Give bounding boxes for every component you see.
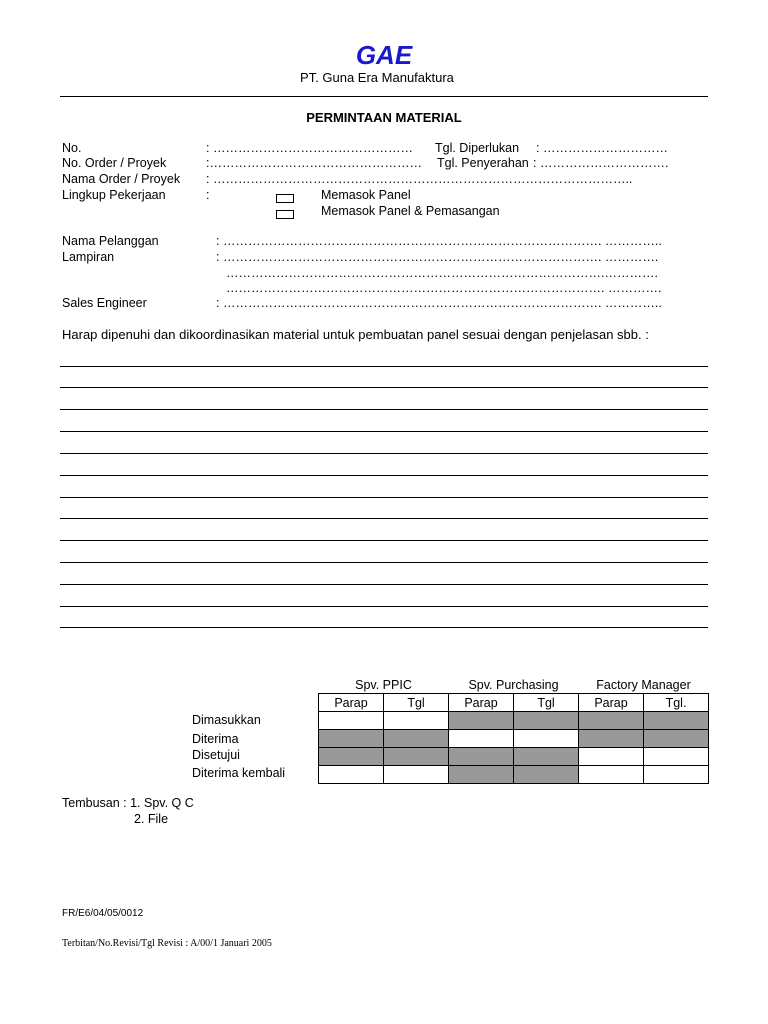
group-factory-manager: Factory Manager <box>596 677 691 692</box>
label-lingkup: Lingkup Pekerjaan <box>62 188 166 202</box>
sign-cell[interactable] <box>384 766 449 784</box>
subheader-tgl: Tgl <box>514 694 579 712</box>
tembusan-label: Tembusan : 1. Spv. Q C <box>62 796 194 810</box>
value-lampiran-line2[interactable]: ……………………………………………………………………………….…………. <box>226 266 658 280</box>
writing-line[interactable] <box>60 627 708 628</box>
subheader-parap: Parap <box>579 694 644 712</box>
shaded-cell <box>449 766 514 784</box>
label-no: No. <box>62 141 82 155</box>
revision-info: Terbitan/No.Revisi/Tgl Revisi : A/00/1 Januari 2005 <box>62 938 272 949</box>
value-tgl-diperlukan[interactable]: : ………………………… <box>536 141 668 155</box>
shaded-cell <box>319 748 384 766</box>
form-title: PERMINTAAN MATERIAL <box>306 110 462 125</box>
sign-cell[interactable] <box>319 766 384 784</box>
shaded-cell <box>384 748 449 766</box>
row-label-diterima-kembali: Diterima kembali <box>192 766 286 780</box>
shaded-cell <box>514 712 579 730</box>
value-lingkup: : <box>206 188 210 202</box>
label-tgl-diperlukan: Tgl. Diperlukan <box>435 141 520 155</box>
row-label-diterima: Diterima <box>192 732 239 746</box>
checkbox-memasok-pemasangan[interactable] <box>276 210 294 219</box>
shaded-cell <box>514 748 579 766</box>
subheader-tgl: Tgl. <box>644 694 709 712</box>
writing-line[interactable] <box>60 475 708 476</box>
subheader-parap: Parap <box>319 694 384 712</box>
group-spv-ppic: Spv. PPIC <box>355 677 412 692</box>
shaded-cell <box>384 730 449 748</box>
shaded-cell <box>644 712 709 730</box>
value-lampiran-line3[interactable]: ………………………………………………………………………………. …………. <box>226 281 662 295</box>
option-memasok-pemasangan: Memasok Panel & Pemasangan <box>321 204 500 218</box>
value-sales-engineer[interactable]: : ………………………………………………………………………………. ………….. <box>216 296 662 310</box>
writing-line[interactable] <box>60 497 708 498</box>
shaded-cell <box>579 730 644 748</box>
sign-cell[interactable] <box>384 712 449 730</box>
subheader-tgl: Tgl <box>384 694 449 712</box>
instruction-text: Harap dipenuhi dan dikoordinasikan material untuk pembuatan panel sesuai dengan penjelasan sbb. : <box>62 327 649 342</box>
writing-line[interactable] <box>60 518 708 519</box>
tembusan-item2: 2. File <box>134 812 169 826</box>
sign-cell[interactable] <box>579 766 644 784</box>
shaded-cell <box>644 730 709 748</box>
value-nama-pelanggan[interactable]: : ………………………………………………………………………………. ………….. <box>216 234 662 248</box>
shaded-cell <box>449 748 514 766</box>
header-divider <box>60 96 708 97</box>
label-no-order: No. Order / Proyek <box>62 156 167 170</box>
value-nama-order[interactable]: : ……………………………………………………………………………………….. <box>206 172 633 186</box>
writing-line[interactable] <box>60 387 708 388</box>
value-tgl-penyerahan[interactable]: : …………………………. <box>533 156 669 170</box>
shaded-cell <box>319 730 384 748</box>
checkbox-memasok-panel[interactable] <box>276 194 294 203</box>
writing-line[interactable] <box>60 366 708 367</box>
writing-line[interactable] <box>60 453 708 454</box>
logo-text: GAE <box>355 40 413 70</box>
writing-line[interactable] <box>60 584 708 585</box>
shaded-cell <box>514 766 579 784</box>
label-nama-order: Nama Order / Proyek <box>62 172 181 186</box>
company-logo <box>350 40 418 70</box>
form-code: FR/E6/04/05/0012 <box>62 908 144 919</box>
row-label-dimasukkan: Dimasukkan <box>192 713 261 727</box>
company-name: PT. Guna Era Manufaktura <box>300 70 454 85</box>
label-sales-engineer: Sales Engineer <box>62 296 147 310</box>
writing-line[interactable] <box>60 562 708 563</box>
sign-cell[interactable] <box>319 712 384 730</box>
sign-cell[interactable] <box>449 730 514 748</box>
label-tgl-penyerahan: Tgl. Penyerahan <box>437 156 529 170</box>
group-spv-purchasing: Spv. Purchasing <box>468 677 559 692</box>
sign-cell[interactable] <box>579 748 644 766</box>
label-nama-pelanggan: Nama Pelanggan <box>62 234 159 248</box>
subheader-parap: Parap <box>449 694 514 712</box>
value-no-order[interactable]: :…………………………………………… <box>206 156 422 170</box>
approval-table <box>318 676 709 784</box>
writing-line[interactable] <box>60 540 708 541</box>
shaded-cell <box>449 712 514 730</box>
writing-line[interactable] <box>60 409 708 410</box>
row-label-disetujui: Disetujui <box>192 748 240 762</box>
value-lampiran[interactable]: : ………………………………………………………………………………. …………. <box>216 250 659 264</box>
writing-line[interactable] <box>60 431 708 432</box>
shaded-cell <box>579 712 644 730</box>
value-no[interactable]: : ………………………………………… <box>206 141 413 155</box>
option-memasok-panel: Memasok Panel <box>321 188 411 202</box>
sign-cell[interactable] <box>514 730 579 748</box>
sign-cell[interactable] <box>644 766 709 784</box>
writing-line[interactable] <box>60 606 708 607</box>
label-lampiran: Lampiran <box>62 250 115 264</box>
sign-cell[interactable] <box>644 748 709 766</box>
